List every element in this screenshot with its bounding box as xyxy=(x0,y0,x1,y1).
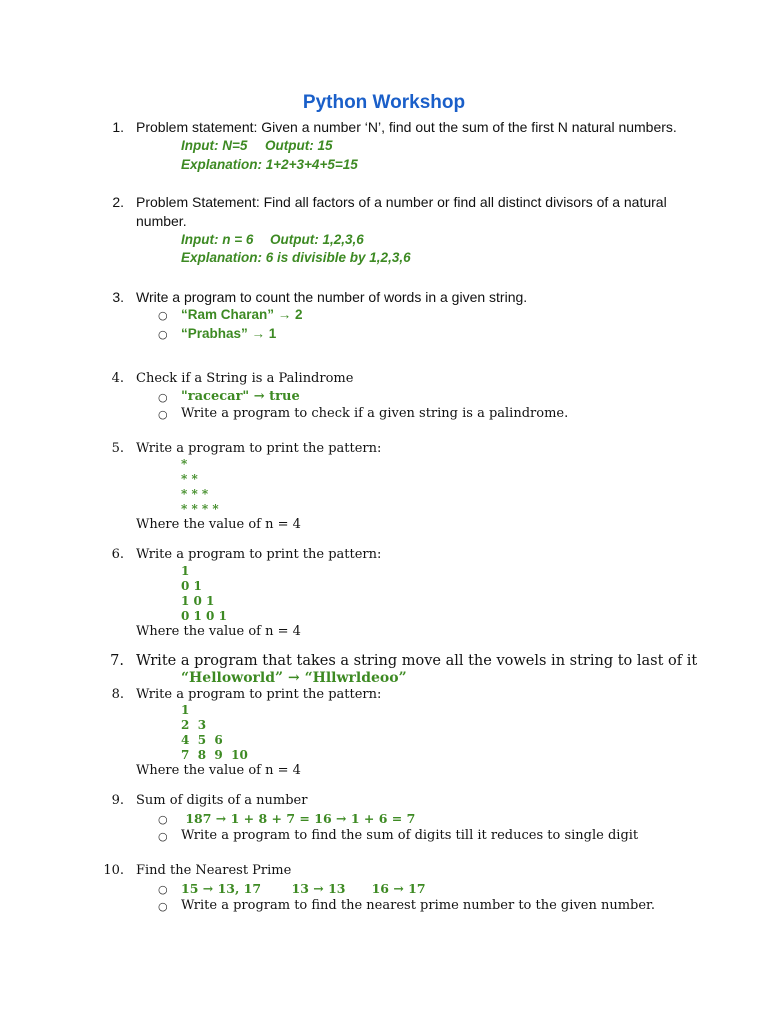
item-footer: Where the value of n = 4 xyxy=(136,517,301,532)
example-output: Output: 15 xyxy=(265,138,333,153)
item-number: 7. xyxy=(110,653,124,669)
bullet-text: Write a program to find the sum of digits till it reduces to single digit xyxy=(181,828,639,843)
item-footer: Where the value of n = 4 xyxy=(136,763,301,778)
example-output: Output: 1,2,3,6 xyxy=(270,232,364,247)
item-text: Write a program to count the number of words in a given string. xyxy=(136,289,528,305)
item-text: Write a program to print the pattern: xyxy=(136,687,382,702)
bullet-icon: ○ xyxy=(158,900,168,913)
pattern-line: * * xyxy=(181,472,198,486)
page-title: Python Workshop xyxy=(302,92,466,113)
bullet-text: Write a program to check if a given string is a palindrome. xyxy=(181,406,569,421)
bullet-text: 187 → 1 + 8 + 7 = 16 → 1 + 6 = 7 xyxy=(181,811,416,826)
example-input: Input: n = 6 xyxy=(181,232,254,247)
pattern-line: * xyxy=(181,457,188,471)
bullet-text: “Ram Charan” → 2 xyxy=(181,307,303,322)
example-text: “Helloworld” → “Hllwrldeoo” xyxy=(181,670,407,686)
bullet-icon: ○ xyxy=(158,830,168,843)
pattern-line: 0 1 xyxy=(181,579,202,593)
item-text: Check if a String is a Palindrome xyxy=(136,371,354,386)
bullet-icon: ○ xyxy=(158,309,168,322)
bullet-icon: ○ xyxy=(158,408,168,421)
item-text: Sum of digits of a number xyxy=(136,793,308,808)
pattern-line: 1 0 1 xyxy=(181,594,215,608)
bullet-text: Write a program to find the nearest prime number to the given number. xyxy=(181,898,655,913)
item-number: 1. xyxy=(112,119,124,135)
item-number: 4. xyxy=(111,371,124,386)
bullet-icon: ○ xyxy=(158,328,168,341)
item-text: Problem Statement: Find all factors of a number or find all distinct divisors of a natural xyxy=(136,194,667,210)
bullet-text: 15 → 13, 17 13 → 13 16 → 17 xyxy=(181,881,426,896)
item-text: Write a program that takes a string move all the vowels in string to last of it xyxy=(136,653,698,669)
bullet-icon: ○ xyxy=(158,391,168,404)
pattern-line: 1 xyxy=(181,703,190,717)
item-text: Find the Nearest Prime xyxy=(136,863,292,878)
item-number: 5. xyxy=(111,441,124,456)
item-text: Write a program to print the pattern: xyxy=(136,441,382,456)
item-text-continued: number. xyxy=(136,213,187,229)
item-number: 9. xyxy=(111,793,124,808)
example-explanation: Explanation: 6 is divisible by 1,2,3,6 xyxy=(181,250,411,265)
item-text: Problem statement: Given a number ‘N’, find out the sum of the first N natural numbers. xyxy=(136,119,677,135)
item-number: 8. xyxy=(111,687,124,702)
pattern-line: 4 5 6 xyxy=(181,733,223,747)
pattern-line: 0 1 0 1 xyxy=(181,609,227,623)
pattern-line: 2 3 xyxy=(181,718,207,732)
item-number: 6. xyxy=(111,547,124,562)
bullet-icon: ○ xyxy=(158,813,168,826)
bullet-text: “Prabhas” → 1 xyxy=(181,326,277,341)
item-number: 2. xyxy=(112,194,124,210)
pattern-line: 7 8 9 10 xyxy=(181,748,248,762)
pattern-line: * * * xyxy=(181,487,209,501)
item-number: 10. xyxy=(103,863,124,878)
bullet-icon: ○ xyxy=(158,883,168,896)
item-text: Write a program to print the pattern: xyxy=(136,547,382,562)
pattern-line: 1 xyxy=(181,564,190,578)
item-number: 3. xyxy=(112,289,124,305)
item-footer: Where the value of n = 4 xyxy=(136,624,301,639)
example-input: Input: N=5 xyxy=(181,138,248,153)
bullet-text: "racecar" → true xyxy=(181,389,300,404)
pattern-line: * * * * xyxy=(181,502,219,516)
example-explanation: Explanation: 1+2+3+4+5=15 xyxy=(181,157,358,172)
